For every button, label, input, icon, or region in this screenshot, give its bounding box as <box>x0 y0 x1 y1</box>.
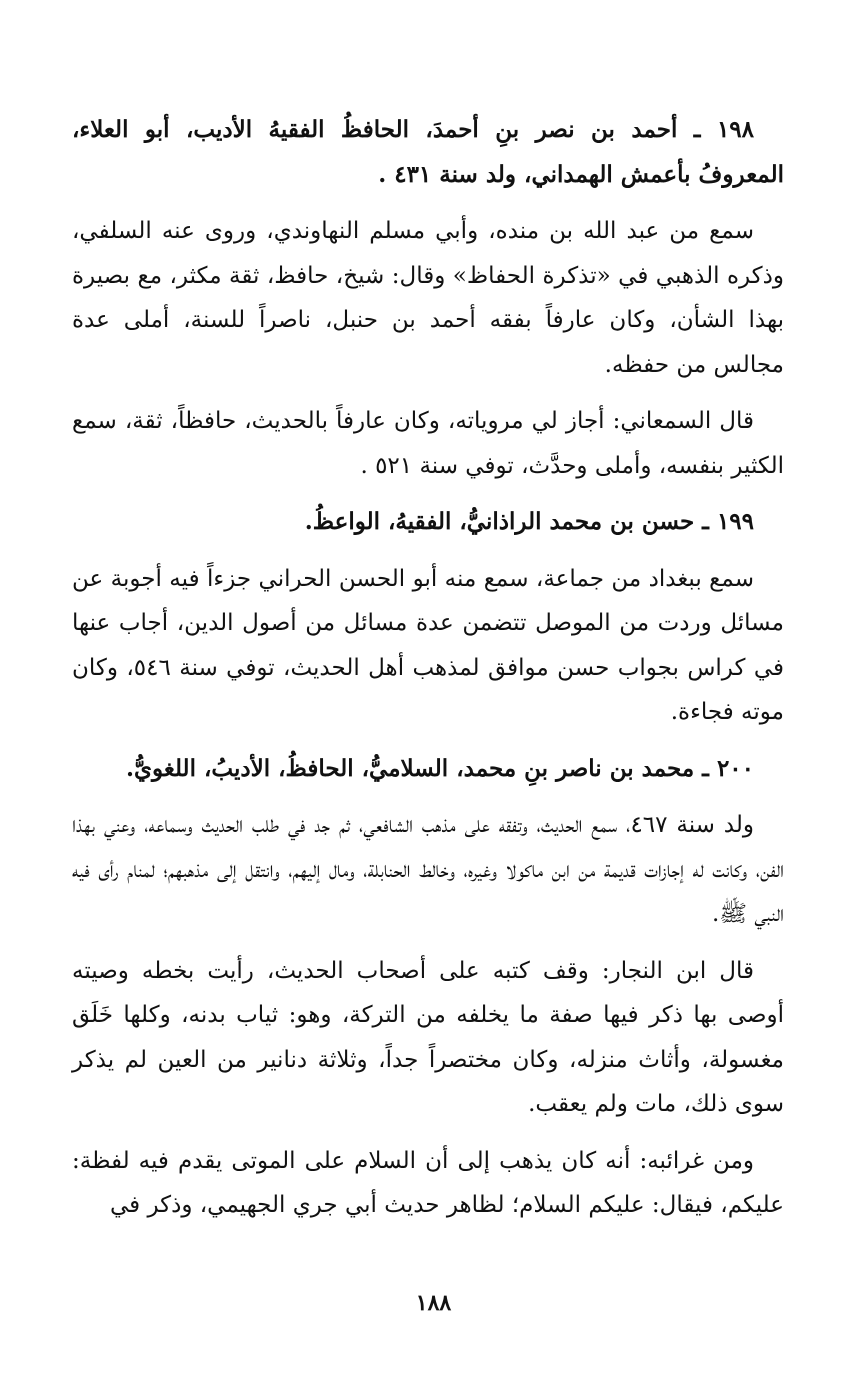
entry-199-paragraph-1: سمع ببغداد من جماعة، سمع منه أبو الحسن الحراني جزءاً فيه أجوبة عن مسائل وردت من الموصل تتضمن عدة مسائل من أصول الدين، أجاب عنها في كراس بجواب حسن موافق لمذهب أهل الحديث، توفي سنة ٥٤٦، وكان موته فجاءة. <box>72 565 784 725</box>
entry-200-heading: ٢٠٠ ـ محمد بن ناصر بنِ محمد، السلاميُّ، الحافظُ، الأديبُ، اللغويُّ. <box>125 754 754 782</box>
entry-198-heading: ١٩٨ ـ أحمد بن نصر بنِ أحمدَ، الحافظُ الفقيهُ الأديب، أبو العلاء، المعروفُ بأعمش الهمداني، ولد سنة ٤٣١ . <box>72 116 784 188</box>
entry-200-paragraph-1: ولد سنة ٤٦٧، سمع الحديث، وتفقه على مذهب الشافعي، ثم جد في طلب الحديث وسماعه، وعني بهذا الفن، وكانت له إجازات قديمة من ابن ماكولا وغيره، وخالط الحنابلة، ومال إليهم، وانتقل إلى مذهبهم؛ لمنام رأى فيه النبي ﷺ. <box>72 812 784 927</box>
entry-200-paragraph-2: قال ابن النجار: وقف كتبه على أصحاب الحديث، رأيت بخطه وصيته أوصى بها ذكر فيها صفة ما يخلفه من التركة، وهو: ثياب بدنه، وكلها خَلَق مغسولة، وأثاث منزله، وكان مختصراً جداً، وثلاثة دنانير من العين لم يذكر سوى ذلك، مات ولم يعقب. <box>72 957 784 1117</box>
page-number: ١٨٨ <box>415 1290 452 1316</box>
page-body <box>72 108 784 1240</box>
entry-200-paragraph-3: ومن غرائبه: أنه كان يذهب إلى أن السلام على الموتى يقدم فيه لفظة: عليكم، فيقال: عليكم السلام؛ لظاهر حديث أبي جري الجهيمي، وذكر في <box>72 1147 784 1218</box>
entry-198-paragraph-2: قال السمعاني: أجاز لي مروياته، وكان عارفاً بالحديث، حافظاً، ثقة، سمع الكثير بنفسه، وأملى وحدَّث، توفي سنة ٥٢١ . <box>72 408 784 479</box>
entry-198-paragraph-1: سمع من عبد الله بن منده، وأبي مسلم النهاوندي، وروى عنه السلفي، وذكره الذهبي في «تذكرة الحفاظ» وقال: شيخ، حافظ، ثقة مكثر، مع بصيرة بهذا الشأن، وكان عارفاً بفقه أحمد بن حنبل، ناصراً للسنة، أملى عدة مجالس من حفظه. <box>72 218 784 378</box>
entry-199-heading: ١٩٩ ـ حسن بن محمد الراذانيُّ، الفقيهُ، الواعظُ. <box>304 508 754 535</box>
